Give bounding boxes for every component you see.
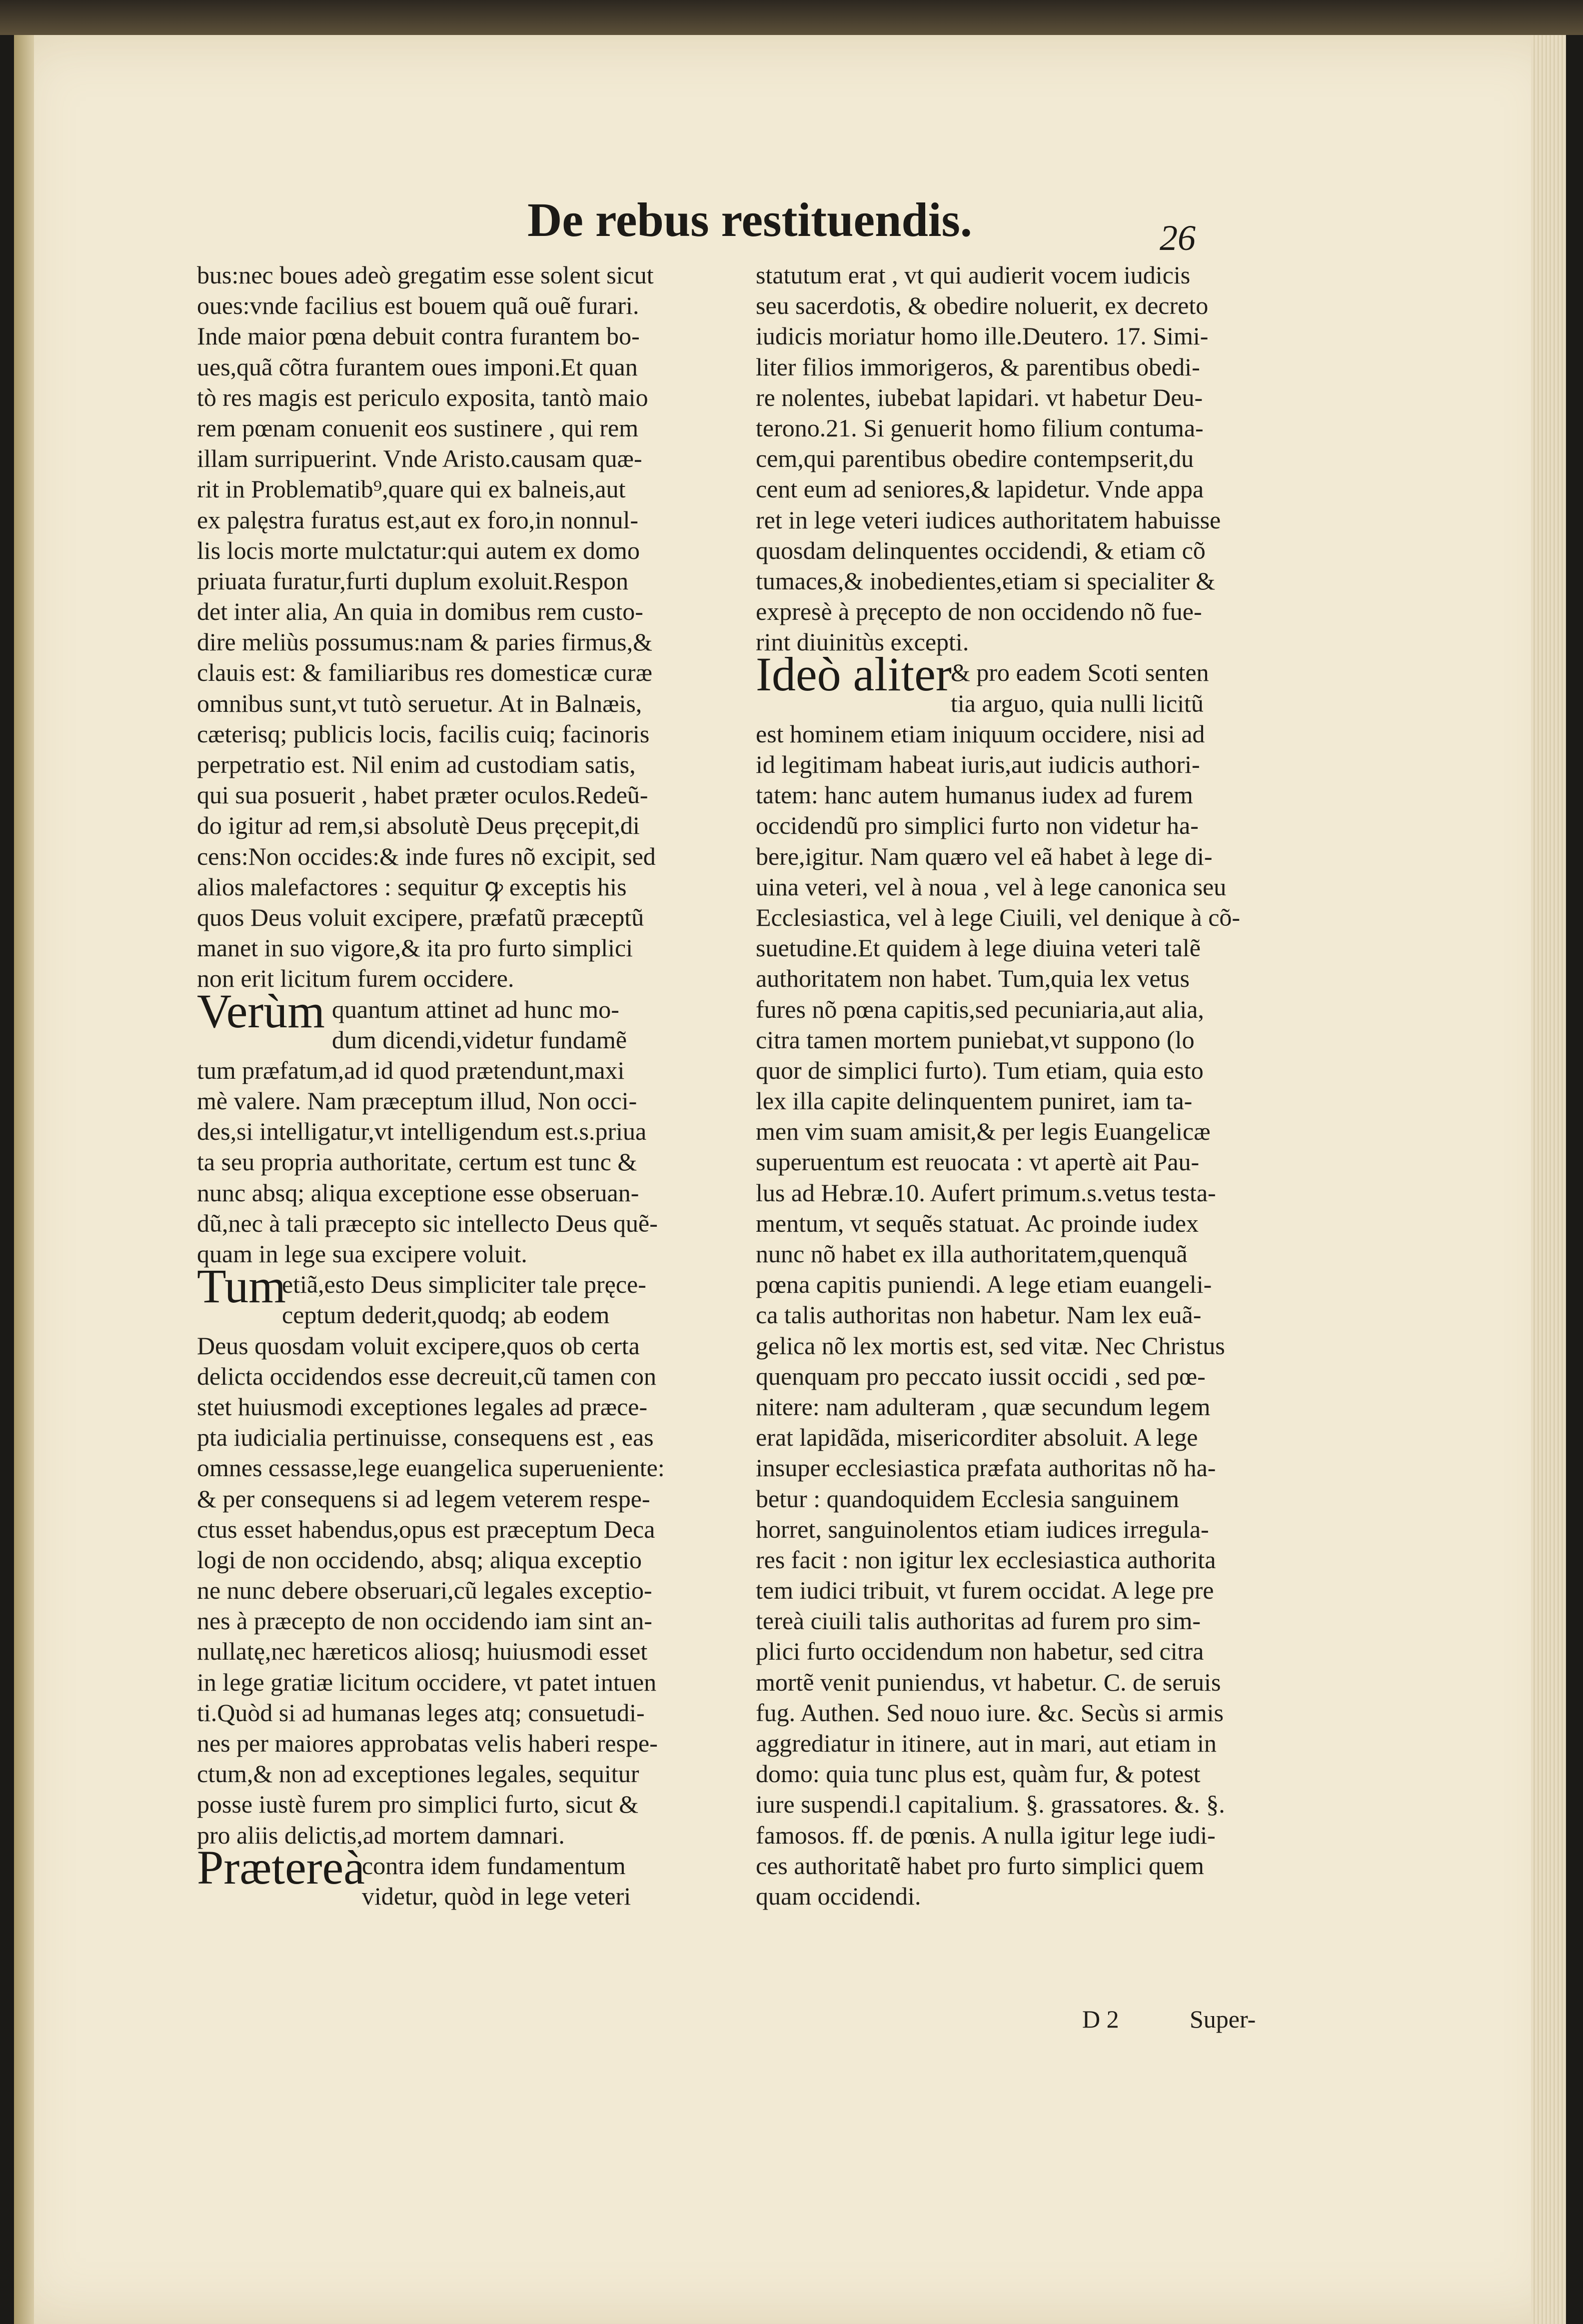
text-line: nes à præcepto de non occidendo iam sint an- [197,1607,652,1635]
text-line: pro aliis delictis,ad mortem damnari. [197,1821,565,1849]
text-line: suetudine.Et quidem à lege diuina veteri talẽ [756,934,1201,962]
right-opening-paragraph [756,260,1276,657]
text-line: ctus esset habendus,opus est præceptum Deca [197,1515,655,1543]
folio-number: 26 [1160,218,1196,258]
text-line: nitere: nam adulteram , quæ secundum legem [756,1392,1211,1421]
text-line: re nolentes, iubebat lapidari. vt habetur Deu- [756,383,1203,411]
text-line: plici furto occidendum non habetur, sed citra [756,1637,1204,1666]
text-line: rint diuinitùs excepti. [756,628,969,656]
text-line: iudicis moriatur homo ille.Deutero. 17. Simi- [756,322,1209,350]
page-gutter [14,35,34,2324]
text-line: quenquam pro peccato iussit occidi , sed pœ- [756,1362,1206,1390]
text-line: ret in lege veteri iudices authoritatem habuisse [756,505,1221,534]
text-line: quosdam delinquentes occidendi, & etiam cõ [756,536,1206,564]
right-column [756,260,1276,1912]
text-line: terono.21. Si genuerit homo filium contuma- [756,413,1204,442]
text-line: videtur, quòd in lege veteri [362,1882,631,1910]
text-line: dũ,nec à tali præcepto sic intellecto Deus quẽ- [197,1209,658,1237]
text-line: expresè à pręcepto de non occidendo nõ fue- [756,597,1202,626]
text-line: iure suspendi.l capitalium. §. grassatores. &. §. [756,1790,1225,1819]
paragraph-praeterea [197,1840,717,1912]
text-line: fug. Authen. Sed nouo iure. &c. Secùs si armis [756,1698,1224,1727]
text-line: domo: quia tunc plus est, quàm fur, & potest [756,1760,1201,1788]
text-line: occidendũ pro simplici furto non videtur ha- [756,811,1199,840]
text-line: Deus quosdam voluit excipere,quos ob certa [197,1331,640,1360]
text-line: quor de simplici furto). Tum etiam, quia esto [756,1056,1204,1084]
text-line: dire meliùs possumus:nam & paries firmus,& [197,628,653,656]
text-line: nunc nõ habet ex illa authoritatem,quenquã [756,1240,1188,1268]
text-line: authoritatem non habet. Tum,quia lex vetus [756,964,1190,993]
text-line: rit in Problematib⁹,quare qui ex balneis,aut [197,475,626,503]
text-line: res facit : non igitur lex ecclesiastica authorita [756,1545,1216,1574]
text-line: liter filios immorigeros, & parentibus obedi- [756,352,1200,381]
running-title: De rebus restituendis. [527,193,972,246]
left-opening-paragraph [197,260,717,994]
text-line: priuata furatur,furti duplum exoluit.Respon [197,566,629,595]
text-line: mè valere. Nam præceptum illud, Non occi- [197,1087,637,1115]
text-line: tatem: hanc autem humanus iudex ad furem [756,781,1193,809]
text-line: erat lapidãda, misericorditer absoluit. A lege [756,1423,1198,1452]
text-line: & pro eadem Scoti senten [951,658,1209,687]
text-line: posse iustè furem pro simplici furto, sicut & [197,1790,639,1819]
text-line: seu sacerdotis, & obedire noluerit, ex decreto [756,291,1209,320]
text-line: mentum, vt sequẽs statuat. Ac proinde iudex [756,1209,1199,1237]
text-line: manet in suo vigore,& ita pro furto simplici [197,934,633,962]
text-line: tum præfatum,ad id quod prætendunt,maxi [197,1056,625,1084]
book-top-edge [0,0,1583,35]
text-line: clauis est: & familiaribus res domesticæ curæ [197,658,652,687]
text-line: men vim suam amisit,& per legis Euangelicæ [756,1117,1211,1146]
text-line: insuper ecclesiastica præfata authoritas nõ ha- [756,1454,1216,1482]
paragraph-initial: Prætereà [197,1840,365,1894]
text-line: horret, sanguinolentos etiam iudices irregula- [756,1515,1209,1543]
text-line: omnes cessasse,lege euangelica superueniente: [197,1454,665,1482]
text-line: ces authoritatẽ habet pro furto simplici quem [756,1851,1204,1880]
text-line: ex palęstra furatus est,aut ex foro,in nonnul- [197,505,639,534]
text-line: delicta occidendos esse decreuit,cũ tamen con [197,1362,657,1390]
text-line: ta seu propria authoritate, certum est tunc & [197,1148,637,1176]
text-line: do igitur ad rem,si absolutè Deus pręcepit,di [197,811,640,840]
text-line: nunc absq; aliqua exceptione esse obseruan- [197,1178,639,1207]
text-line: ceptum dederit,quodq; ab eodem [282,1301,610,1329]
text-line: contra idem fundamentum [362,1851,626,1880]
text-line: qui sua posuerit , habet præter oculos.Redeũ- [197,781,648,809]
text-line: tò res magis est periculo exposita, tantò maio [197,383,648,411]
text-line: statutum erat , vt qui audierit vocem iudicis [756,261,1191,289]
text-line: non erit licitum furem occidere. [197,964,514,993]
text-line: cem,qui parentibus obedire contempserit,du [756,444,1194,473]
text-line: logi de non occidendo, absq; aliqua exceptio [197,1545,642,1574]
paragraph-initial: Ideò aliter [756,647,952,701]
text-line: perpetratio est. Nil enim ad custodiam satis, [197,750,636,778]
text-line: omnibus sunt,vt tutò seruetur. At in Balnæis, [197,689,642,717]
paragraph-initial: Tum [197,1259,286,1313]
text-line: ues,quã cõtra furantem oues imponi.Et quan [197,352,638,381]
text-line: cæterisq; publicis locis, facilis cuiq; facinoris [197,719,650,748]
text-line: alios malefactores : sequitur ꝙ exceptis his [197,872,627,901]
left-column [197,260,717,1912]
text-line: citra tamen mortem puniebat,vt suppono (lo [756,1025,1195,1054]
catchword: Super- [1190,2005,1256,2033]
text-line: famosos. ff. de pœnis. A nulla igitur lege iudi- [756,1821,1216,1849]
text-line: quantum attinet ad hunc mo- [332,995,619,1023]
text-line: pœna capitis puniendi. A lege etiam euangeli- [756,1270,1212,1299]
text-line: rem pœnam conuenit eos sustinere , qui rem [197,413,639,442]
text-line: superuentum est reuocata : vt apertè ait Pau- [756,1148,1200,1176]
text-line: cent eum ad seniores,& lapidetur. Vnde appa [756,475,1204,503]
paragraph-initial: Verùm [197,984,325,1038]
text-line: tereà ciuili talis authoritas ad furem pro sim- [756,1607,1201,1635]
paragraph-verum [197,984,717,1270]
paragraph-tum [197,1259,717,1851]
text-line: lis locis morte mulctatur:qui autem ex domo [197,536,640,564]
text-line: nes per maiores approbatas velis haberi respe- [197,1729,658,1757]
text-line: ne nunc debere obseruari,cũ legales exceptio- [197,1576,652,1605]
text-line: tumaces,& inobedientes,etiam si specialiter & [756,566,1216,595]
page-fore-edge [1531,35,1566,2324]
text-line: in lege gratiæ licitum occidere, vt patet intuen [197,1668,657,1696]
text-line: etiã,esto Deus simpliciter tale pręce- [282,1270,646,1299]
text-line: ti.Quòd si ad humanas leges atq; consuetudi- [197,1698,645,1727]
text-line: ca talis authoritas non habetur. Nam lex euã- [756,1301,1202,1329]
text-line: quos Deus voluit excipere, præfatũ præceptũ [197,903,644,931]
text-line: id legitimam habeat iuris,aut iudicis authori- [756,750,1200,778]
text-line: bere,igitur. Nam quæro vel eã habet à lege di- [756,842,1213,870]
text-line: fures nõ pœna capitis,sed pecuniaria,aut alia, [756,995,1204,1023]
text-line: det inter alia, An quia in domibus rem custo- [197,597,643,626]
text-line: uina veteri, vel à noua , vel à lege canonica seu [756,872,1227,901]
text-line: nullatę,nec hæreticos aliosq; huiusmodi esset [197,1637,648,1666]
text-line: Ecclesiastica, vel à lege Ciuili, vel denique à cõ- [756,903,1241,931]
text-line: pta iudicialia pertinuisse, consequens est , eas [197,1423,654,1452]
text-line: cens:Non occides:& inde fures nõ excipit, sed [197,842,656,870]
text-line: tia arguo, quia nulli licitũ [951,689,1204,717]
text-line: betur : quandoquidem Ecclesia sanguinem [756,1484,1179,1513]
text-line: illam surripuerint. Vnde Aristo.causam quæ- [197,444,642,473]
signature-mark: D 2 [1082,2005,1119,2033]
paragraph-ideo [756,647,1276,1912]
text-line: bus:nec boues adeò gregatim esse solent sicut [197,261,654,289]
text-line: mortẽ venit puniendus, vt habetur. C. de seruis [756,1668,1221,1696]
text-line: aggrediatur in itinere, aut in mari, aut etiam in [756,1729,1217,1757]
text-line: des,si intelligatur,vt intelligendum est.s.priua [197,1117,647,1146]
text-line: oues:vnde facilius est bouem quã ouẽ furari. [197,291,639,320]
text-line: dum dicendi,videtur fundamẽ [332,1025,627,1054]
text-line: quam occidendi. [756,1882,921,1910]
text-line: quam in lege sua excipere voluit. [197,1240,527,1268]
text-line: gelica nõ lex mortis est, sed vitæ. Nec Christus [756,1331,1225,1360]
text-line: tem iudici tribuit, vt furem occidat. A lege pre [756,1576,1214,1605]
text-line: stet huiusmodi exceptiones legales ad præce- [197,1392,648,1421]
text-line: ctum,& non ad exceptiones legales, sequitur [197,1760,639,1788]
text-line: & per consequens si ad legem veterem respe- [197,1484,650,1513]
text-line: lus ad Hebræ.10. Aufert primum.s.vetus testa- [756,1178,1216,1207]
text-line: lex illa capite delinquentem puniret, iam ta- [756,1087,1193,1115]
text-line: Inde maior pœna debuit contra furantem bo- [197,322,640,350]
text-line: est hominem etiam iniquum occidere, nisi ad [756,719,1205,748]
